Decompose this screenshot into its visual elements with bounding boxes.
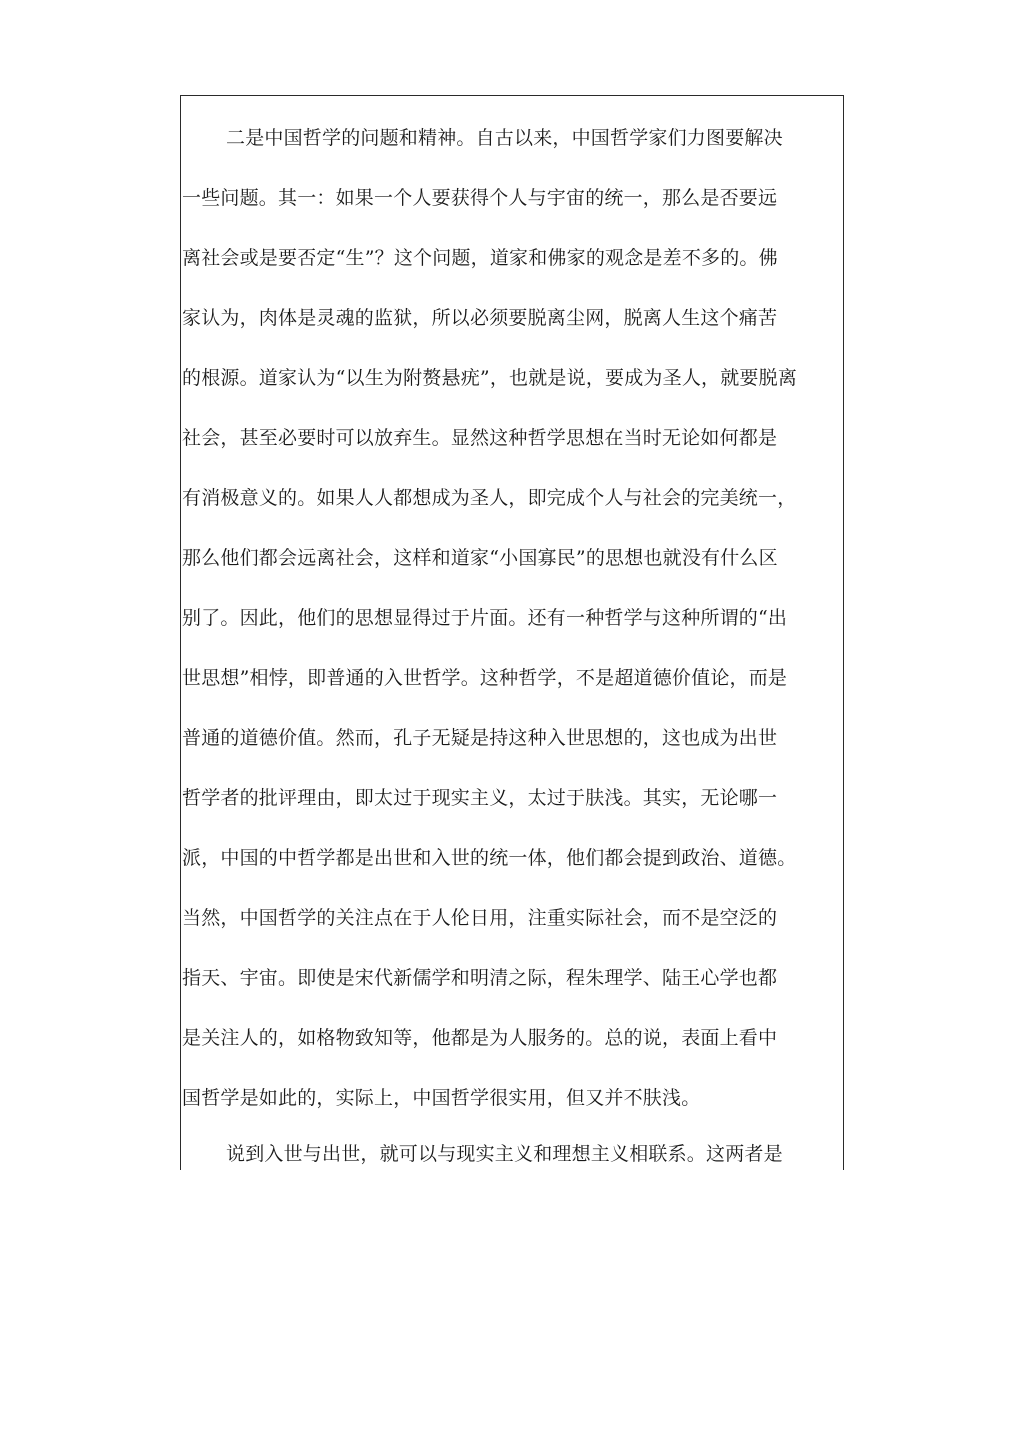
- paragraph-1-line-16: 是关注人的，如格物致知等，他都是为人服务的。总的说，表面上看中: [182, 1027, 778, 1049]
- paragraph-1-line-14: 当然，中国哲学的关注点在于人伦日用，注重实际社会，而不是空泛的: [182, 907, 778, 929]
- paragraph-1-line-3: 离社会或是要否定“生”？这个问题，道家和佛家的观念是差不多的。佛: [182, 247, 778, 269]
- paragraph-1-line-9: 别了。因此，他们的思想显得过于片面。还有一种哲学与这种所谓的“出: [182, 607, 788, 629]
- paragraph-1-line-17: 国哲学是如此的，实际上，中国哲学很实用，但又并不肤浅。: [182, 1087, 701, 1109]
- paragraph-1-line-2: 一些问题。其一：如果一个人要获得个人与宇宙的统一，那么是否要远: [182, 187, 778, 209]
- paragraph-1-line-8: 那么他们都会远离社会，这样和道家“小国寡民”的思想也就没有什么区: [182, 547, 778, 569]
- paragraph-1-line-10: 世思想”相悖，即普通的入世哲学。这种哲学，不是超道德价值论，而是: [182, 667, 788, 689]
- paragraph-1-line-11: 普通的道德价值。然而，孔子无疑是持这种入世思想的，这也成为出世: [182, 727, 778, 749]
- paragraph-1-line-4: 家认为，肉体是灵魂的监狱，所以必须要脱离尘网，脱离人生这个痛苦: [182, 307, 778, 329]
- paragraph-1-line-15: 指天、宇宙。即使是宋代新儒学和明清之际，程朱理学、陆王心学也都: [182, 967, 778, 989]
- paragraph-1-line-5: 的根源。道家认为“以生为附赘悬疣”，也就是说，要成为圣人，就要脱离: [182, 367, 798, 389]
- paragraph-1-line-6: 社会，甚至必要时可以放弃生。显然这种哲学思想在当时无论如何都是: [182, 427, 778, 449]
- paragraph-1-line-12: 哲学者的批评理由，即太过于现实主义，太过于肤浅。其实，无论哪一: [182, 787, 778, 809]
- paragraph-1-line-7: 有消极意义的。如果人人都想成为圣人，即完成个人与社会的完美统一，: [182, 487, 797, 509]
- paragraph-1-line-13: 派，中国的中哲学都是出世和入世的统一体，他们都会提到政治、道德。: [182, 847, 797, 869]
- paragraph-2-line-1: 说到入世与出世，就可以与现实主义和理想主义相联系。这两者是: [226, 1143, 783, 1165]
- paragraph-1-line-1: 二是中国哲学的问题和精神。自古以来，中国哲学家们力图要解决: [226, 127, 783, 149]
